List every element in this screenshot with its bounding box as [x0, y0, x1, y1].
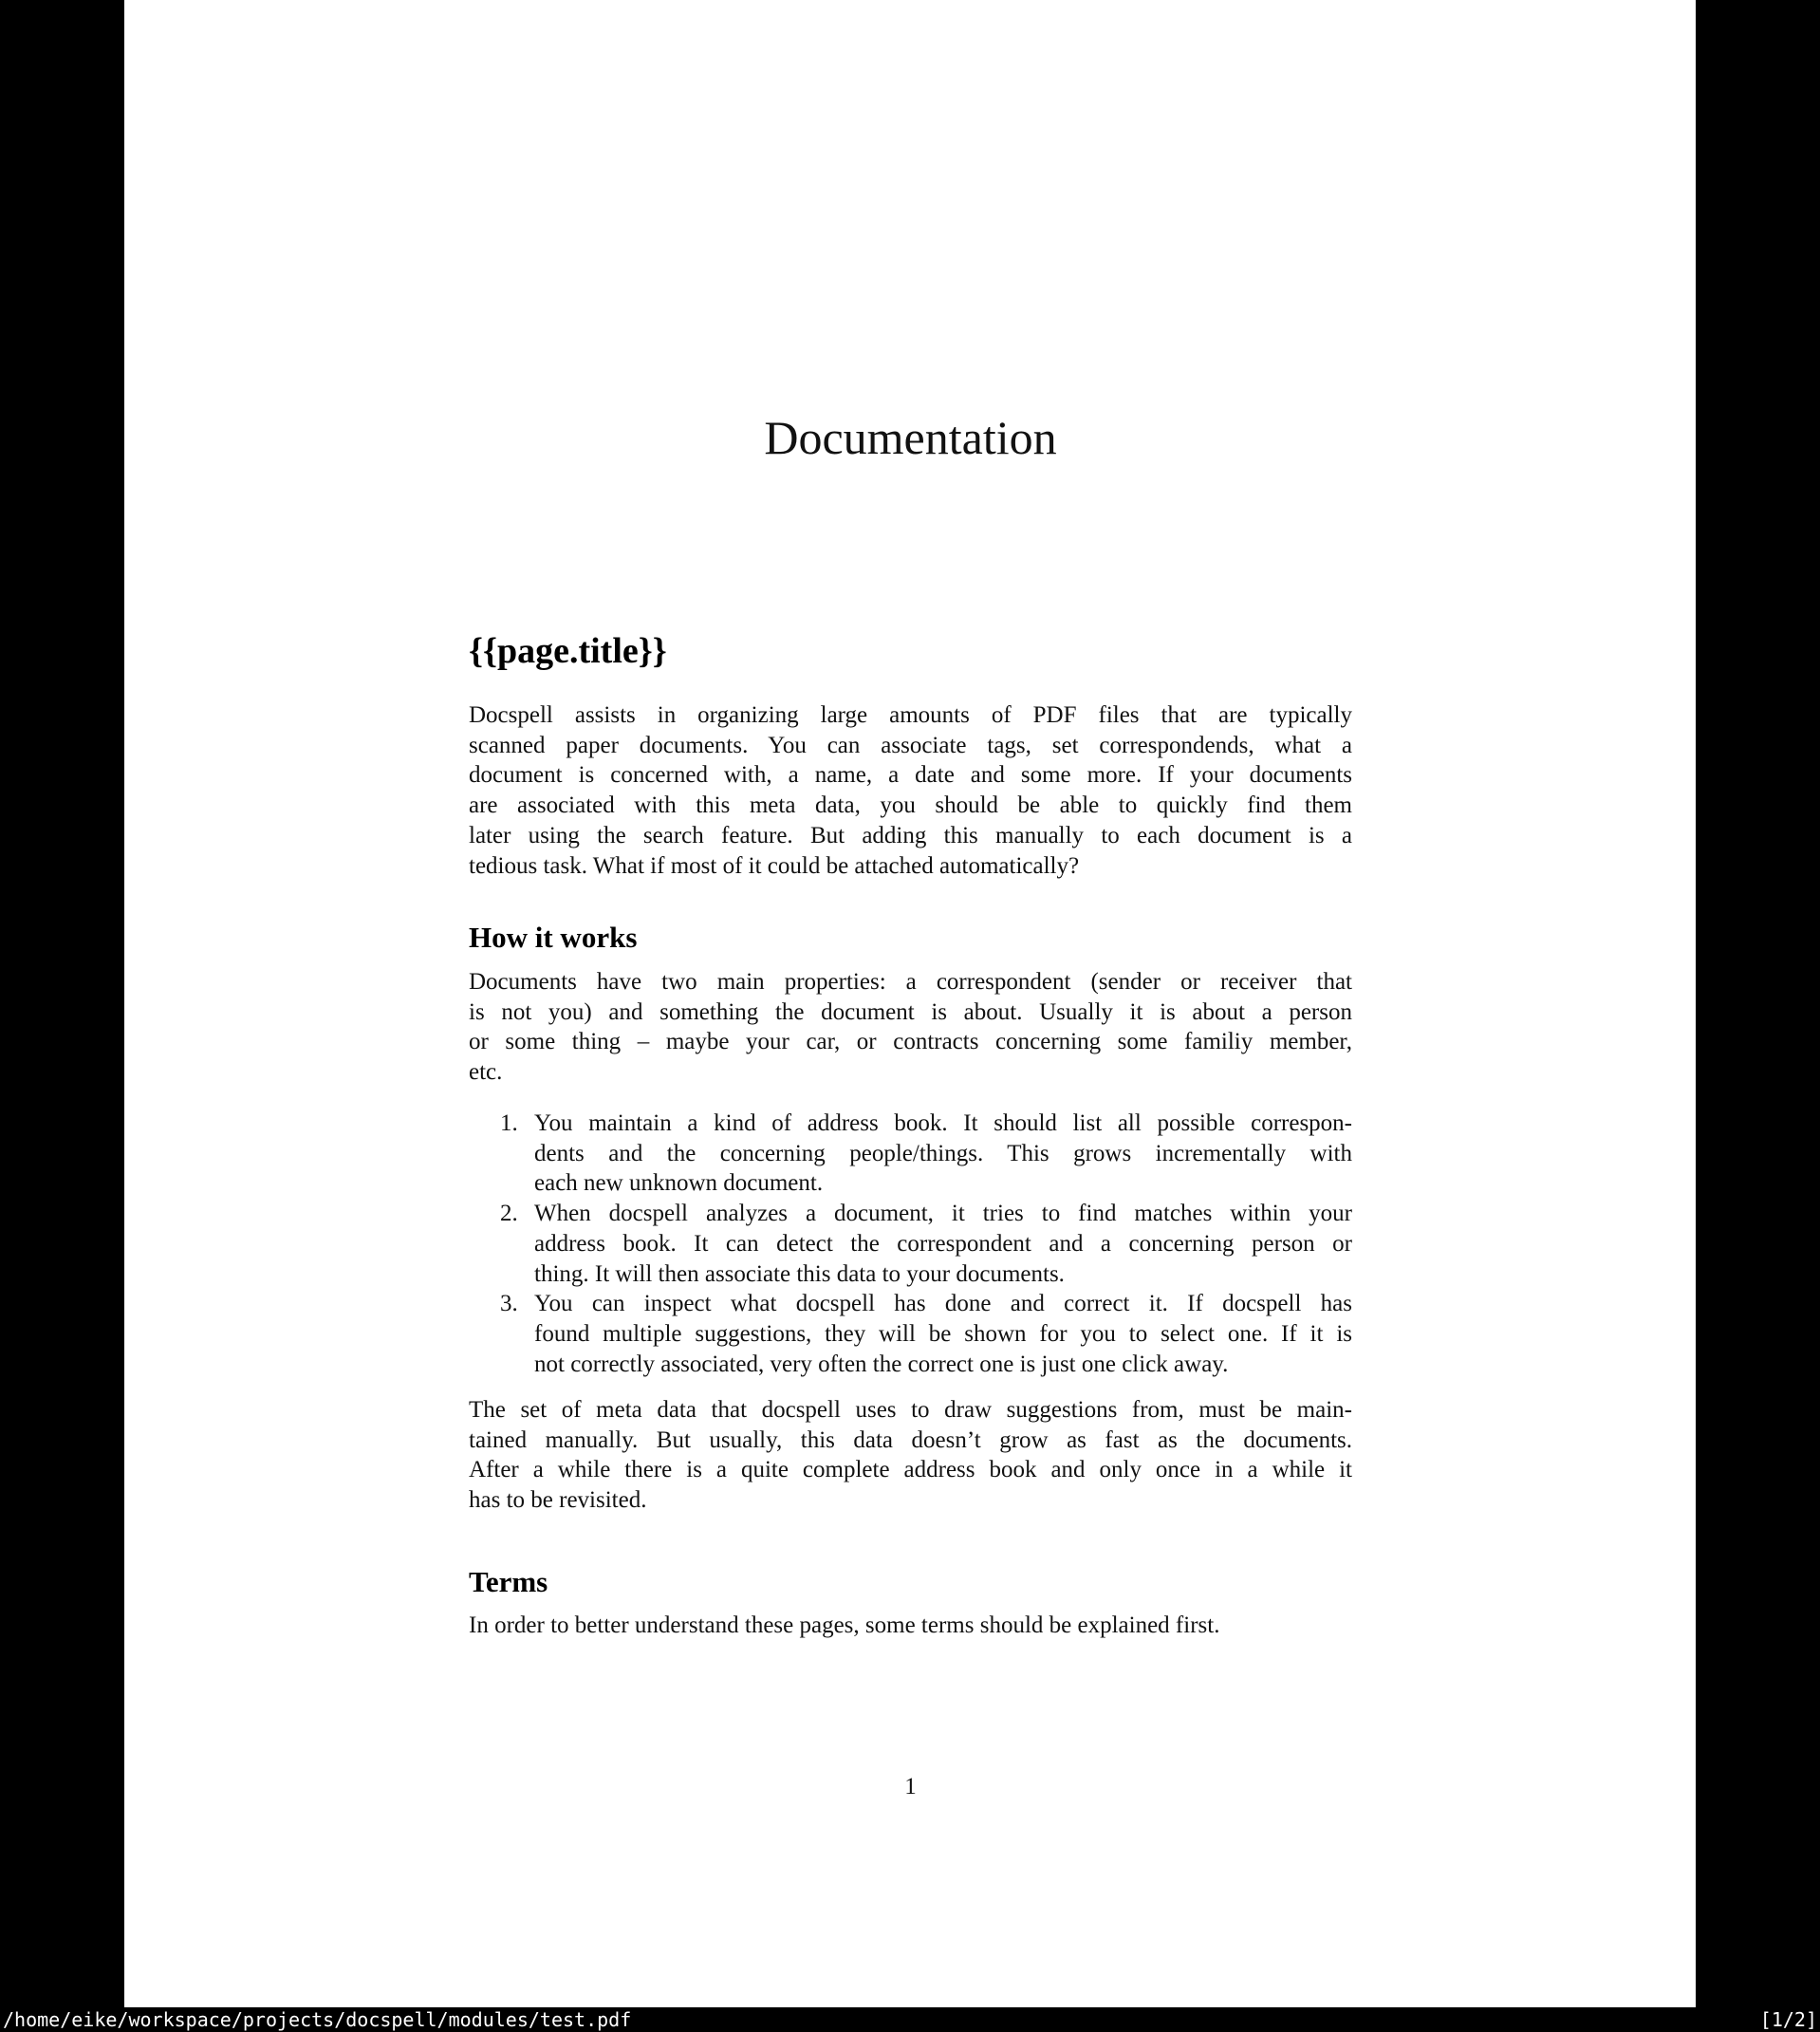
text-line: or some thing – maybe your car, or contracts concerning some familiy member, [469, 1029, 1352, 1055]
status-file-path: /home/eike/workspace/projects/docspell/modules/test.pdf [3, 2008, 632, 2031]
text-line: After a while there is a quite complete address book and only once in a while it [469, 1457, 1352, 1483]
text-line: The set of meta data that docspell uses to draw suggestions from, must be main- [469, 1397, 1352, 1423]
text-line: has to be revisited. [469, 1487, 647, 1514]
text-line: each new unknown document. [534, 1170, 824, 1197]
text-line: In order to better understand these pages, some terms should be explained first. [469, 1613, 1220, 1638]
text-line: tained manually. But usually, this data doesn’t grow as fast as the documents. [469, 1426, 1352, 1453]
text-line: is not you) and something the document is about. Usually it is about a person [469, 998, 1352, 1025]
list-item-text [534, 1109, 1352, 1199]
text-line: later using the search feature. But adding this manually to each document is a [469, 822, 1352, 848]
list-item [500, 1109, 1352, 1199]
pdf-page [124, 0, 1696, 2007]
list-item-number: 2. [500, 1201, 518, 1227]
text-line: found multiple suggestions, they will be shown for you to select one. If it is [534, 1320, 1352, 1347]
text-line: thing. It will then associate this data to your documents. [534, 1260, 1065, 1287]
how-it-works-paragraph [469, 967, 1352, 1088]
text-line: dents and the concerning people/things. This grows incrementally with [534, 1140, 1352, 1166]
list-item [500, 1199, 1352, 1289]
intro-paragraph [469, 700, 1352, 881]
list-item [500, 1289, 1352, 1379]
text-line: document is concerned with, a name, a date and some more. If your documents [469, 762, 1352, 789]
text-line: You can inspect what docspell has done and correct it. If docspell has [534, 1291, 1352, 1317]
list-item-number: 3. [500, 1291, 518, 1317]
text-line: are associated with this meta data, you should be able to quickly find them [469, 792, 1352, 819]
list-item-text [534, 1289, 1352, 1379]
section-heading-how-it-works: How it works [469, 921, 638, 954]
text-line: address book. It can detect the correspondent and a concerning person or [534, 1230, 1352, 1257]
status-page-indicator: [1/2] [1759, 2008, 1817, 2031]
document-title: Documentation [764, 411, 1057, 464]
section-heading-page-title: {{page.title}} [469, 631, 667, 671]
text-line: Documents have two main properties: a correspondent (sender or receiver that [469, 969, 1352, 995]
list-item-number: 1. [500, 1110, 518, 1136]
text-line: Docspell assists in organizing large amounts of PDF files that are typically [469, 702, 1352, 728]
page-number: 1 [904, 1774, 917, 1799]
terms-paragraph [469, 1611, 1352, 1641]
status-bar [0, 2007, 1820, 2032]
text-line: tedious task. What if most of it could be attached automatically? [469, 852, 1080, 879]
section-heading-terms: Terms [469, 1565, 548, 1598]
numbered-list [500, 1109, 1352, 1379]
meta-data-paragraph [469, 1395, 1352, 1516]
list-item-text [534, 1199, 1352, 1289]
text-line: not correctly associated, very often the correct one is just one click away. [534, 1351, 1229, 1377]
text-line: You maintain a kind of address book. It should list all possible correspon- [534, 1110, 1352, 1136]
text-line: scanned paper documents. You can associate tags, set correspondends, what a [469, 732, 1352, 758]
text-line: etc. [469, 1059, 503, 1086]
text-line: When docspell analyzes a document, it tries to find matches within your [534, 1201, 1352, 1227]
